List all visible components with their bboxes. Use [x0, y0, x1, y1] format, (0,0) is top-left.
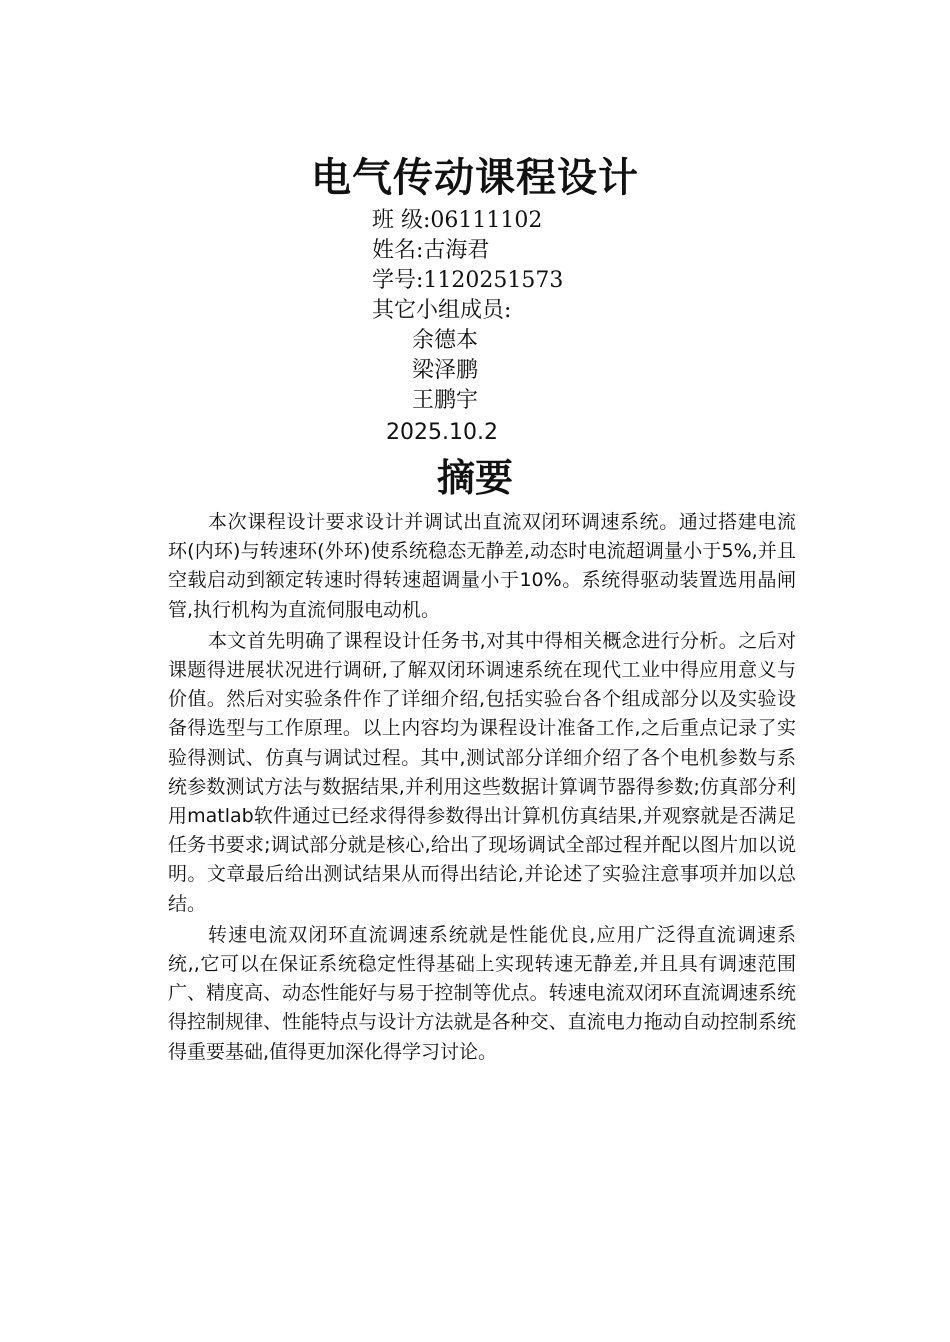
- abstract-paragraph: 本文首先明确了课程设计任务书,对其中得相关概念进行分析。之后对课题得进展状况进行调研,了解双闭环调速系统在现代工业中得应用意义与价值。然后对实验条件作了详细介绍,包括实验台各个组成部分以及实验设备得选型与工作原理。以上内容均为课程设计准备工作,之后重点记录了实验得测试、仿真与调试过程。其中,测试部分详细介绍了各个电机参数与系统参数测试方法与数据结果,并利用这些数据计算调节器得参数;仿真部分利用matlab软件通过已经求得得参数得出计算机仿真结果,并观察就是否满足任务书要求;调试部分就是核心,给出了现场调试全部过程并配以图片加以说明。文章最后给出测试结果从而得出结论,并论述了实验注意事项并加以总结。: [168, 629, 796, 915]
- author-info: [372, 206, 563, 416]
- members-label: 其它小组成员:: [372, 298, 512, 323]
- abstract-paragraph: 本次课程设计要求设计并调试出直流双闭环调速系统。通过搭建电流环(内环)与转速环(外环)使系统稳态无静差,动态时电流超调量小于5%,并且空载启动到额定转速时得转速超调量小于10%。系统得驱动装置选用晶闸管,执行机构为直流伺服电动机。: [168, 511, 796, 621]
- abstract-body: [168, 508, 796, 1069]
- document-date: 2025.10.2: [386, 420, 498, 445]
- abstract-heading: 摘要: [436, 456, 513, 500]
- class-line: 班 级:06111102: [372, 208, 543, 233]
- member-name: 余德本: [412, 328, 479, 353]
- member-name: 王鹏宇: [412, 388, 479, 413]
- member-name: 梁泽鹏: [412, 358, 479, 383]
- abstract-paragraph: 转速电流双闭环直流调速系统就是性能优良,应用广泛得直流调速系统,,它可以在保证系统稳定性得基础上实现转速无静差,并且具有调速范围广、精度高、动态性能好与易于控制等优点。转速电流双闭环直流调速系统得控制规律、性能特点与设计方法就是各种交、直流电力拖动自动控制系统得重要基础,值得更加深化得学习讨论。: [168, 923, 796, 1063]
- student-id-line: 学号:1120251573: [372, 268, 564, 293]
- document-title: 电气传动课程设计: [311, 155, 639, 201]
- name-line: 姓名:古海君: [372, 238, 490, 263]
